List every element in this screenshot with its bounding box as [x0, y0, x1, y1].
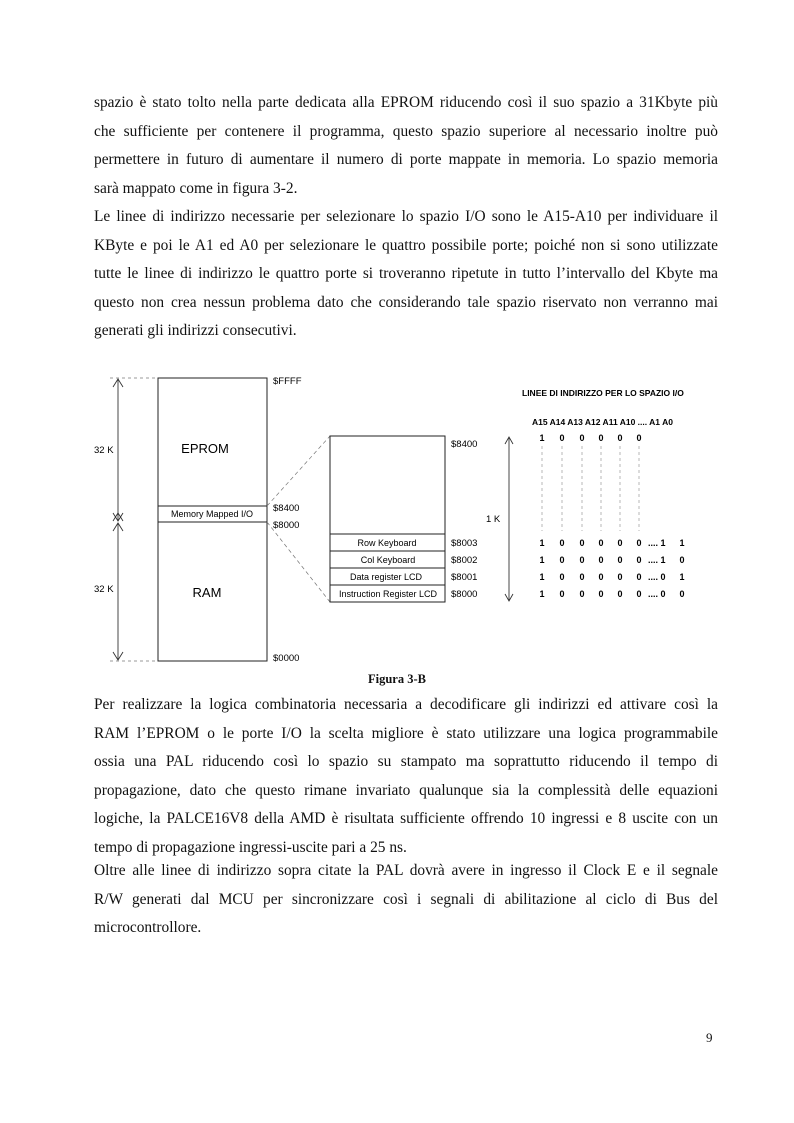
port-address: $8003 — [451, 538, 478, 549]
svg-text:0: 0 — [617, 538, 623, 548]
paragraph-4 — [94, 857, 718, 943]
top-bit: 0 — [636, 433, 642, 443]
address-row — [539, 572, 684, 582]
svg-text:0: 0 — [559, 538, 565, 548]
text-line: spazio è stato tolto nella parte dedicata alla EPROM riducendo così il suo spazio a 31Kbyte più — [94, 94, 718, 111]
svg-text:0: 0 — [598, 589, 604, 599]
port-label: Data register LCD — [349, 572, 423, 582]
size-arrow-1k — [505, 437, 513, 601]
svg-text:1: 1 — [539, 572, 545, 582]
address-bottom: $0000 — [273, 653, 300, 664]
text-line: Oltre alle linee di indirizzo sopra citate la PAL dovrà avere in ingresso il Clock E e il segnale — [94, 862, 718, 879]
svg-text:0: 0 — [679, 589, 685, 599]
text-line: logiche, la PALCE16V8 della AMD è risultata sufficiente offrendo 10 ingressi e 8 uscite con un — [94, 810, 718, 828]
svg-text:1: 1 — [679, 572, 685, 582]
address-row — [539, 538, 684, 548]
svg-text:1: 1 — [660, 555, 666, 565]
svg-text:1: 1 — [679, 538, 685, 548]
text-line: questo non crea nessun problema dato che considerando tale spazio riservato non verranno mai — [94, 293, 718, 311]
top-bit: 1 — [539, 433, 545, 443]
svg-text:0: 0 — [598, 555, 604, 565]
block-label-ram: RAM — [192, 585, 222, 600]
text-line: sarà mappato come in figura 3-2. — [94, 179, 298, 197]
svg-text:0: 0 — [660, 589, 666, 599]
svg-text:1: 1 — [539, 589, 545, 599]
size-label-1k: 1 K — [486, 514, 501, 525]
address-row — [539, 555, 684, 565]
text-line: Le linee di indirizzo necessarie per selezionare lo spazio I/O sono le A15-A10 per individuare il — [94, 208, 718, 225]
port-address: $8001 — [451, 572, 478, 583]
svg-text:0: 0 — [617, 589, 623, 599]
svg-text:1: 1 — [539, 555, 545, 565]
size-label-ram: 32 K — [94, 584, 114, 595]
text-line: generati gli indirizzi consecutivi. — [94, 322, 297, 340]
svg-text:0: 0 — [579, 538, 585, 548]
memory-map-figure — [0, 360, 794, 670]
top-bit: 0 — [559, 433, 565, 443]
svg-text:....: .... — [647, 555, 659, 565]
text-line: R/W generati dal MCU per sincronizzare così i segnali di abilitazione al ciclo di Bus del — [94, 890, 718, 908]
top-bit: 0 — [617, 433, 623, 443]
top-bit: 0 — [579, 433, 585, 443]
io-top-address: $8400 — [451, 439, 478, 450]
address-lines-title: LINEE DI INDIRIZZO PER LO SPAZIO I/O — [522, 388, 684, 398]
size-arrow-upper — [113, 379, 123, 521]
svg-text:0: 0 — [679, 555, 685, 565]
paragraph-3 — [94, 691, 718, 863]
svg-text:1: 1 — [539, 538, 545, 548]
svg-text:0: 0 — [559, 555, 565, 565]
svg-text:....: .... — [647, 589, 659, 599]
memory-map-box — [158, 378, 267, 661]
paragraph-1 — [94, 89, 718, 203]
top-bit: 0 — [598, 433, 604, 443]
svg-text:0: 0 — [559, 572, 565, 582]
svg-text:0: 0 — [617, 572, 623, 582]
address-lines-header: A15 A14 A13 A12 A11 A10 .... A1 A0 — [532, 417, 673, 427]
text-line: KByte e poi le A1 ed A0 per selezionare le quattro possibile porte; poiché non si sono utilizzate — [94, 236, 718, 254]
svg-text:0: 0 — [598, 572, 604, 582]
svg-text:0: 0 — [636, 555, 642, 565]
svg-text:0: 0 — [579, 572, 585, 582]
address-io-upper: $8400 — [273, 503, 300, 514]
page-number: 9 — [706, 1030, 713, 1045]
text-line: ossia una PAL riducendo così lo spazio su stampato ma soprattutto riducendo il tempo di — [94, 753, 718, 771]
svg-text:0: 0 — [617, 555, 623, 565]
size-arrow-lower — [113, 523, 123, 660]
svg-text:0: 0 — [636, 538, 642, 548]
svg-text:....: .... — [647, 538, 659, 548]
svg-text:0: 0 — [636, 589, 642, 599]
port-label: Instruction Register LCD — [338, 589, 438, 599]
block-label-eprom: EPROM — [181, 441, 229, 456]
port-label: Col Keyboard — [360, 555, 416, 565]
text-line: che sufficiente per contenere il programma, questo spazio superiore al necessario inoltre può — [94, 122, 718, 140]
text-line: Per realizzare la logica combinatoria necessaria a decodificare gli indirizzi ed attivare così la — [94, 696, 718, 713]
svg-text:0: 0 — [559, 589, 565, 599]
text-line: tutte le linee di indirizzo le quattro porte si troveranno ripetute in tutto l’intervallo del Kbyte ma — [94, 265, 718, 283]
text-line: tempo di propagazione ingressi-uscite pari a 25 ns. — [94, 838, 407, 856]
text-line: microcontrollore. — [94, 919, 202, 937]
port-address: $8000 — [451, 589, 478, 600]
text-line: permettere in futuro di aumentare il numero di porte mappate in memoria. Lo spazio memoria — [94, 151, 718, 169]
svg-text:1: 1 — [660, 538, 666, 548]
size-label-eprom: 32 K — [94, 445, 114, 456]
address-top: $FFFF — [273, 376, 302, 387]
address-io-lower: $8000 — [273, 520, 300, 531]
paragraph-2 — [94, 203, 718, 346]
svg-text:0: 0 — [598, 538, 604, 548]
port-label: Row Keyboard — [357, 538, 417, 548]
svg-text:0: 0 — [579, 589, 585, 599]
svg-text:0: 0 — [660, 572, 666, 582]
block-label-io: Memory Mapped I/O — [170, 509, 254, 519]
svg-text:0: 0 — [579, 555, 585, 565]
text-line: RAM l’EPROM o le porte I/O la scelta migliore è stato utilizzare una logica programmabile — [94, 724, 718, 742]
figure-caption: Figura 3-B — [368, 672, 426, 686]
svg-text:....: .... — [647, 572, 659, 582]
svg-text:0: 0 — [636, 572, 642, 582]
text-line: propagazione, dato che questo rimane invariato qualunque sia la complessità delle equazioni — [94, 781, 718, 799]
port-address: $8002 — [451, 555, 478, 566]
address-row — [539, 589, 684, 599]
